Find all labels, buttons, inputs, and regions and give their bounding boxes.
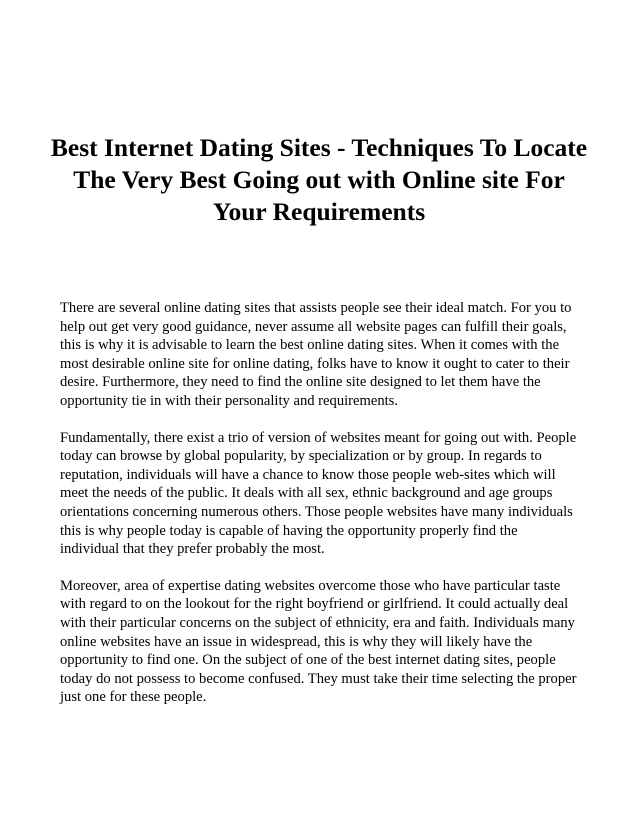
paragraph-1: There are several online dating sites that assists people see their ideal match. For you to help out get very good guidance, never assume all website pages can fulfill their goals, this is why it is advisable to learn the best online dating sites. When it comes with the most desirable online site for online dating, folks have to know it ought to cater to their desire. Furthermore, they need to find the online site designed to let them have the opportunity tie in with their personality and requirements.	[60, 300, 572, 409]
document-body	[60, 299, 580, 725]
paragraph-2: Fundamentally, there exist a trio of version of websites meant for going out with. People today can browse by global popularity, by specialization or by group. In regards to reputation, individuals will have a chance to know those people web-sites which will meet the needs of the public. It deals with all sex, ethnic background and age groups orientations concerning numerous others. Those people websites have many individuals this is why people today is capable of having the opportunity properly find the individual that they prefer probably the most.	[60, 429, 577, 558]
paragraph-3: Moreover, area of expertise dating websites overcome those who have particular taste with regard to on the lookout for the right boyfriend or girlfriend. It could actually deal with their particular concerns on the subject of ethnicity, era and faith. Individuals many online websites have an issue in widespread, this is why they will likely have the opportunity to find one. On the subject of one of the best internet dating sites, people today do not possess to become confused. They must take their time selecting the proper just one for these people.	[60, 577, 577, 706]
document-title: Best Internet Dating Sites - Techniques To Locate The Very Best Going out with Online site For Your Requirements	[50, 133, 588, 226]
